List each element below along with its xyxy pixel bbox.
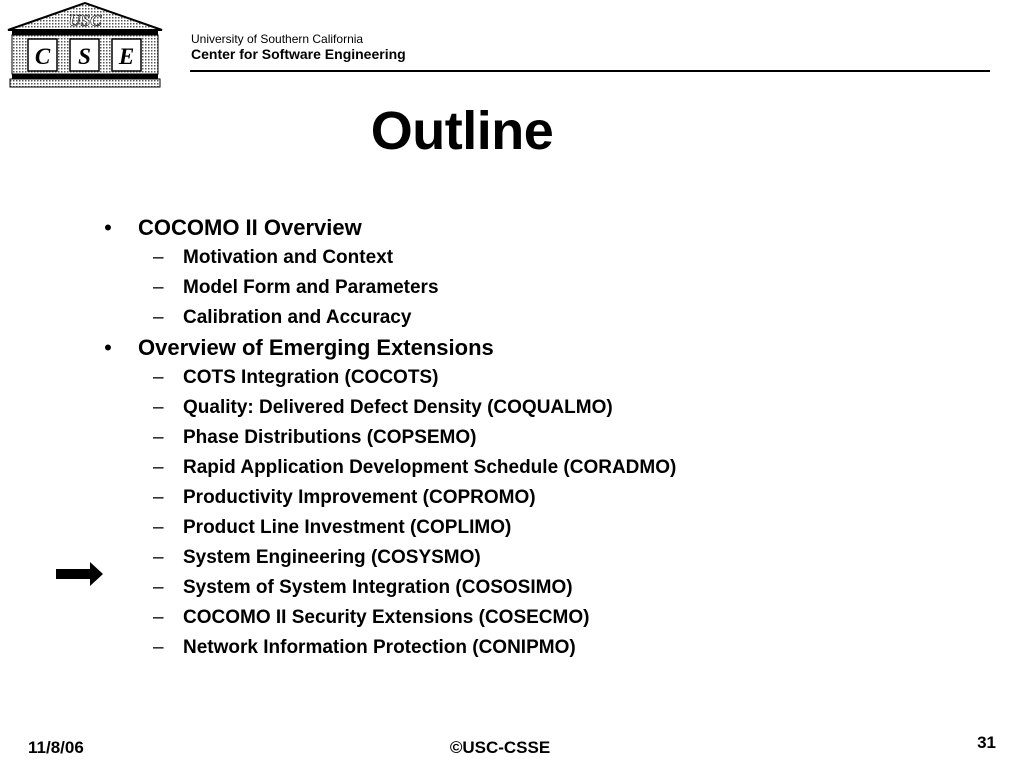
organization-header [191, 32, 406, 63]
logo-letter-s: S [78, 44, 91, 69]
subitem-label: Model Form and Parameters [183, 277, 439, 298]
subitem-label: COTS Integration (COCOTS) [183, 367, 439, 388]
center-name: Center for Software Engineering [191, 46, 406, 63]
logo-usc-text: USC [68, 11, 102, 30]
dash-icon: – [153, 247, 164, 268]
section-label: Overview of Emerging Extensions [138, 335, 494, 360]
subitem-label: Phase Distributions (COPSEMO) [183, 427, 477, 448]
subitem-label: Quality: Delivered Defect Density (COQUALMO) [183, 397, 613, 418]
dash-icon: – [153, 277, 164, 298]
page-number: 31 [977, 733, 996, 752]
logo-letter-e: E [118, 44, 135, 69]
outline-subitem [98, 453, 676, 483]
outline-subitem [98, 483, 676, 513]
footer-copyright: ©USC-CSSE [449, 738, 551, 757]
subitem-label: Motivation and Context [183, 247, 394, 268]
dash-icon: – [153, 367, 164, 388]
dash-icon: – [153, 457, 164, 478]
dash-icon: – [153, 397, 164, 418]
footer-date: 11/8/06 [28, 738, 84, 757]
outline-subitem [98, 513, 676, 543]
dash-icon: – [153, 517, 164, 538]
outline-list [98, 213, 676, 663]
outline-subitem [98, 303, 676, 333]
university-name: University of Southern California [191, 32, 364, 46]
subitem-label: Rapid Application Development Schedule (CORADMO) [183, 457, 677, 478]
outline-subitem [98, 423, 676, 453]
outline-subitem [98, 273, 676, 303]
section-label: COCOMO II Overview [138, 215, 362, 240]
logo-letter-c: C [34, 44, 51, 69]
subitem-label: Network Information Protection (CONIPMO) [183, 637, 576, 658]
outline-subitem-current [98, 543, 676, 573]
dash-icon: – [153, 637, 164, 658]
subitem-label: COCOMO II Security Extensions (COSECMO) [183, 607, 590, 628]
slide-title: Outline [370, 101, 554, 161]
bullet-icon: • [104, 335, 112, 360]
bullet-icon: • [104, 215, 112, 240]
dash-icon: – [153, 607, 164, 628]
outline-subitem [98, 603, 676, 633]
header-divider [190, 70, 990, 72]
outline-subitem [98, 363, 676, 393]
outline-subitem [98, 393, 676, 423]
usc-cse-logo [4, 2, 166, 88]
dash-icon: – [153, 427, 164, 448]
dash-icon: – [153, 547, 164, 568]
dash-icon: – [153, 487, 164, 508]
outline-section [98, 213, 676, 243]
outline-section [98, 333, 676, 363]
dash-icon: – [153, 577, 164, 598]
subitem-label: Productivity Improvement (COPROMO) [183, 487, 536, 508]
outline-subitem [98, 633, 676, 663]
outline-subitem [98, 243, 676, 273]
subitem-label: Calibration and Accuracy [183, 307, 412, 328]
outline-subitem [98, 573, 676, 603]
dash-icon: – [153, 307, 164, 328]
subitem-label: System Engineering (COSYSMO) [183, 547, 481, 568]
subitem-label: System of System Integration (COSOSIMO) [183, 577, 573, 598]
right-arrow-icon [56, 560, 104, 588]
subitem-label: Product Line Investment (COPLIMO) [183, 517, 512, 538]
